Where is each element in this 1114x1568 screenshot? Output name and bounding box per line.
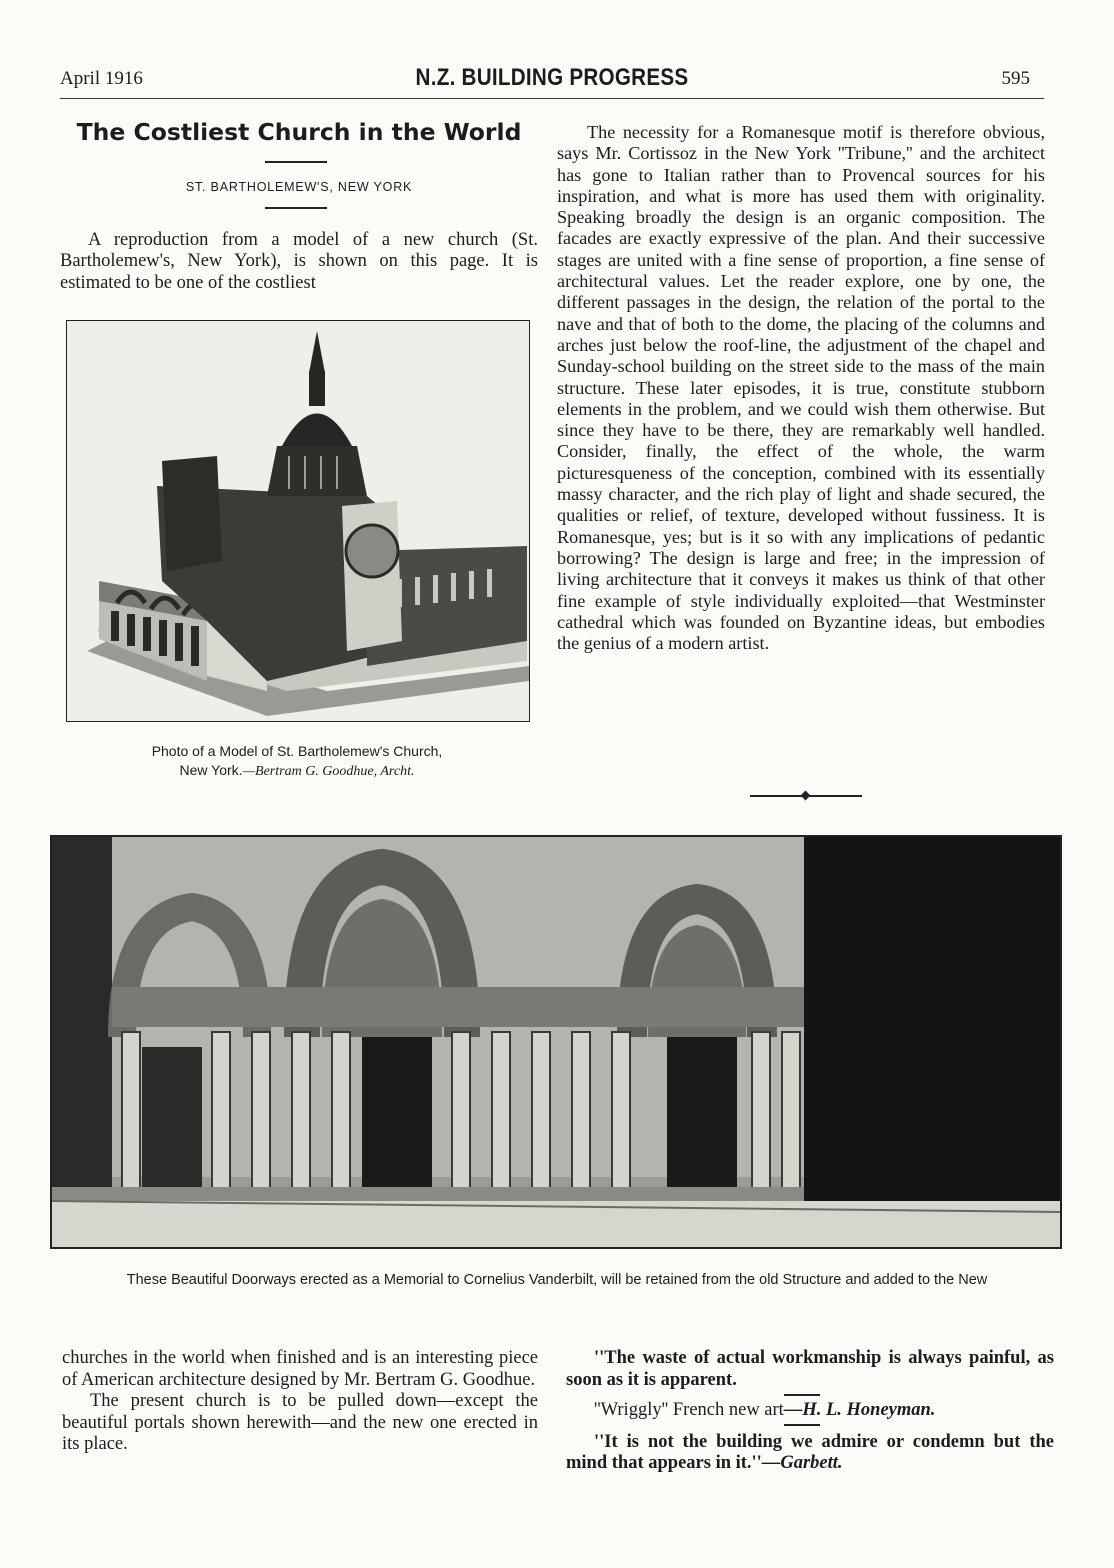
publication-title: N.Z. BUILDING PROGRESS	[415, 64, 689, 91]
quote-building-author: —Garbett.	[761, 1453, 843, 1473]
intro-paragraph: A reproduction from a model of a new church (St. Bartholemew's, New York), is shown on this page. It is estimated to be one of the costliest	[60, 230, 538, 293]
quote-rule-1	[784, 1394, 820, 1396]
quotes-column	[566, 1348, 1054, 1475]
issue-date: April 1916	[60, 68, 143, 89]
article-title: The Costliest Church in the World	[76, 118, 522, 146]
title-rule-bottom	[265, 207, 327, 209]
quote-building: ''It is not the building we admire or condemn but the mind that appears in it.''—Garbett.	[566, 1431, 1054, 1473]
article-subtitle: ST. BARTHOLEMEW'S, NEW YORK	[185, 180, 413, 194]
quote-wriggly-author: —H. L. Honeyman.	[783, 1399, 936, 1420]
right-column-text: The necessity for a Romanesque motif is therefore obvious, says Mr. Cortissoz in the New York ''Tribune,'' and the architect has gone to Italian rather than to Provencal sources for his inspiration, and what is more has used them with originality. Speaking broadly the design is an organic composition. The facades are exactly expressive of the plan. And their successive stages are united with a fine sense of proportion, a fine sense of architectural values. Let the reader explore, one by one, the different passages in the design, the relation of the portal to the nave and that of both to the dome, the placing of the columns and arches just below the roof-line, the adjustment of the chapel and Sunday-school building on the street side to the mass of the main structure. These later episodes, it is true, constitute stubborn elements in the problem, and we could wish them otherwise. But since they have to be there, they are remarkably well handled. Consider, finally, the effect of the whole, the warm picturesqueness of the conception, combined with its essentially massy character, and the rich play of light and shade secured, the qualities or relief, of texture, developed without fussiness. It is Romanesque, yes; but is it so with any implications of pedantic borrowing? The design is large and free; in the impression of living architecture that it conveys it makes us think of that other fine example of style individually exploited—that Westminster cathedral which was founded on Byzantine ideas, but embodies the genius of a modern artist.	[557, 122, 1045, 654]
bottom-left-text	[62, 1348, 538, 1456]
doorways-caption: These Beautiful Doorways erected as a Memorial to Cornelius Vanderbilt, will be retained from the old Structure and added to the New	[126, 1272, 988, 1288]
model-caption-line1: Photo of a Model of St. Bartholemew's Church,	[151, 743, 443, 759]
church-model-illustration	[67, 321, 529, 721]
continuation-paragraph-2: The present church is to be pulled down—except the beautiful portals shown herewith—and the new one erected in its place.	[62, 1391, 538, 1454]
model-caption-credit: —Bertram G. Goodhue, Archt.	[242, 764, 415, 779]
title-rule-top	[265, 161, 327, 163]
continuation-paragraph-1: churches in the world when finished and is an interesting piece of American architecture designed by Mr. Bertram G. Goodhue.	[62, 1348, 538, 1390]
divider-diamond	[801, 791, 811, 801]
doorways-illustration	[52, 837, 1060, 1247]
model-caption-line2: New York.—Bertram G. Goodhue, Archt.	[179, 762, 415, 779]
page-number: 595	[1001, 68, 1030, 89]
church-model-photo	[66, 320, 530, 722]
doorways-photo	[50, 835, 1062, 1249]
page-header	[60, 62, 1044, 99]
quote-workmanship: ''The waste of actual workmanship is always painful, as soon as it is apparent.	[566, 1348, 1054, 1390]
quote-rule-2	[784, 1424, 820, 1426]
quote-wriggly: ''Wriggly'' French new art—H. L. Honeyman.	[594, 1399, 936, 1420]
model-photo-caption	[66, 742, 528, 781]
